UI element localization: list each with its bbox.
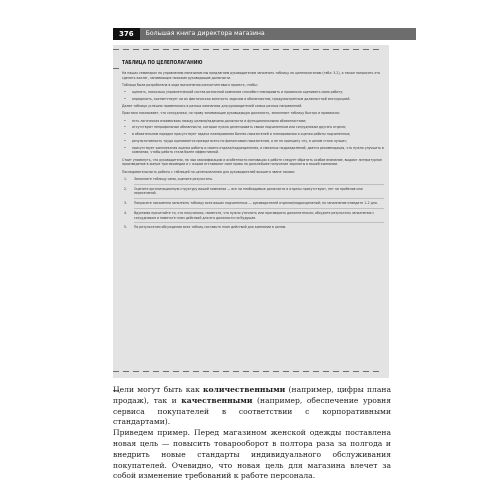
purpose-list: [122, 90, 384, 102]
step-number: 1.: [124, 176, 128, 181]
step-item: [122, 201, 384, 206]
dash-segment: [313, 49, 319, 50]
dash-segment: [253, 49, 259, 50]
dash-segment: [353, 49, 359, 50]
dash-segment: [233, 49, 239, 50]
dash-segment: [353, 371, 359, 372]
dash-segment: [303, 49, 309, 50]
body-paragraph: [113, 385, 391, 428]
step-item: [122, 177, 384, 182]
dash-segment: [143, 49, 149, 50]
dash-segment: [143, 371, 149, 372]
dash-segment: [293, 49, 299, 50]
dash-segment: [373, 49, 379, 50]
step-text: По результатам обсуждения всех таблиц составьте план действий для компании в целом.: [134, 225, 287, 230]
dash-segment: [233, 371, 239, 372]
book-title: Большая книга директора магазина: [140, 28, 416, 40]
dash-segment: [323, 371, 329, 372]
dash-segment: [183, 371, 189, 372]
step-number: 3.: [124, 201, 128, 205]
step-divider: [134, 222, 384, 223]
dash-segment: [193, 371, 199, 372]
dash-segment: [113, 371, 119, 372]
dash-segment: [163, 49, 169, 50]
body-text-run: (например, цифры плана продаж), так и: [113, 385, 391, 405]
emphasis-quantitative: количественными: [203, 385, 286, 394]
dash-segment: [363, 49, 369, 50]
dash-segment: [193, 49, 199, 50]
body-text-run: Цели могут быть как: [113, 385, 203, 394]
box-title: ТАБЛИЦА ПО ЦЕЛЕПОЛАГАНИЮ: [122, 61, 203, 66]
step-divider: [134, 208, 384, 209]
dash-segment: [273, 371, 279, 372]
emphasis-qualitative: качественными: [181, 395, 253, 405]
dash-segment: [123, 49, 129, 50]
list-item: • в обязательном порядке присутствует задача планирования бизнес-показателей и планирования и оценки работы подчиненных;: [122, 132, 384, 137]
step-number: 5.: [124, 225, 128, 230]
dash-segment: [113, 68, 119, 69]
step-number: 2.: [124, 186, 128, 191]
dash-segment: [203, 371, 209, 372]
dash-segment: [363, 371, 369, 372]
dash-segment: [263, 371, 269, 372]
dash-segment: [343, 49, 349, 50]
box-paragraph: Таблица была разработана в ходе выполнения консалтингового проекта, чтобы:: [122, 82, 258, 87]
list-item: • отсутствуют непрофильные обязанности, которые нужно делегировать своим подчиненным или сотрудникам другого отдела;: [122, 125, 384, 130]
steps-list: [122, 177, 384, 230]
step-divider: [134, 184, 384, 185]
box-paragraph: Стоит упомянуть, что руководители, на чью квалификацию и особенности мотивации к работе следует обратить особое внимание, выдают литературное произведение в жанре трагикомедии и с жаром отстаивают свое право на дальнейшее получение зарплаты в вашей компании.: [122, 157, 382, 167]
dash-segment: [223, 49, 229, 50]
dash-segment: [203, 49, 209, 50]
dash-segment: [243, 49, 249, 50]
body-paragraph: Приведем пример. Перед магазином женской одежды поставлена новая цель — повысить товарооборот в полтора раза за полгода и внедрить новые стандарты индивидуального обслуживания покупателей. Очевидно, что новая цель для магазина влечет за собой изменение требований к работе персонала.: [113, 428, 391, 481]
top-dashed-rule: [113, 49, 389, 52]
criteria-list: [122, 119, 384, 156]
dash-segment: [313, 371, 319, 372]
step-divider: [134, 198, 384, 199]
dash-segment: [123, 371, 129, 372]
running-header: [113, 28, 416, 40]
step-text: Оцените организационную структуру вашей компании — все ли необходимые должности и отделы присутствуют, нет ли пробелов или пересечений.: [134, 186, 363, 196]
box-paragraph: Практика показывает, что сотрудники, по праву занимающие руководящую должность, заполняют таблицу быстро и правильно:: [122, 111, 340, 116]
dash-segment: [223, 371, 229, 372]
list-item: • результативность труда оценивается прежде всего по финансовым показателям, а не по принципу «ну, в целом стало лучше»;: [122, 139, 384, 144]
dash-segment: [133, 49, 139, 50]
dash-segment: [333, 49, 339, 50]
dash-segment: [273, 49, 279, 50]
dash-segment: [263, 49, 269, 50]
dash-segment: [293, 371, 299, 372]
list-item: • присутствует комплексная оценка работы и своего отдела/подразделения, и смежных подразделений; дается рекомендация, что нужно улучшить в компании, чтобы работа стала более эффективной.: [122, 146, 384, 156]
dash-segment: [213, 49, 219, 50]
step-text: Попросите письменно заполнить таблицу всех ваших подчиненных — руководителей отделов/подразделений; на заполнение отведите 1–2 дня.: [134, 201, 378, 205]
list-item: • оценить, насколько управленческий состав розничной компании способен планировать и правильно оценивать свою работу;: [122, 90, 384, 95]
page-number: 376: [113, 28, 140, 40]
dash-segment: [213, 371, 219, 372]
body-text: [113, 385, 391, 482]
dash-segment: [153, 49, 159, 50]
dash-segment: [153, 371, 159, 372]
box-content: [122, 62, 384, 232]
box-paragraph: Далее таблица успешно применялась в разных компаниях для руководителей самых разных направлений.: [122, 104, 303, 108]
step-item: [122, 225, 384, 230]
dash-segment: [343, 371, 349, 372]
dash-segment: [243, 371, 249, 372]
dash-segment: [183, 49, 189, 50]
step-number: 4.: [124, 210, 128, 215]
step-item: [122, 211, 384, 221]
dash-segment: [323, 49, 329, 50]
dash-segment: [333, 371, 339, 372]
dash-segment: [163, 371, 169, 372]
step-text: Вдумчиво прочитайте то, что получилось; пометьте, что нужно уточнить или проговорить дополнительно; обсудите результаты заполнения с сотрудником и наметьте план действий для его должности на будущее.: [134, 210, 375, 220]
list-item: • есть логическая взаимосвязь между целями/задачами должности и функциональными обязанностями;: [122, 119, 384, 124]
dash-segment: [303, 371, 309, 372]
dash-segment: [283, 49, 289, 50]
dash-segment: [113, 49, 119, 50]
dash-segment: [133, 371, 139, 372]
step-item: [122, 187, 384, 197]
dash-segment: [373, 371, 379, 372]
dash-segment: [283, 371, 289, 372]
body-text-run: (например, обеспечение уровня сервиса покупателей в соответствии с корпоративными стандартами).: [113, 395, 392, 427]
bottom-dashed-rule: [113, 371, 389, 374]
step-text: Заполните таблицу сами, оцените результаты.: [134, 176, 213, 181]
box-paragraph: На наших семинарах по управлению магазином мы предлагаем руководителям заполнить таблицу по целеполаганию (табл. 5.2), а также попросить это сделать коллег, занимающих похожие руководящие должности.: [122, 70, 380, 80]
box-paragraph: Последовательность работы с таблицей по целеполаганию для руководителей высшего звена такова:: [122, 169, 295, 174]
dash-segment: [173, 371, 179, 372]
dash-segment: [253, 371, 259, 372]
list-item: • определить, соответствует ли их фактическая занятость задачам и обязанностям, предусмотренным должностной инструкцией.: [122, 97, 384, 102]
dash-segment: [173, 49, 179, 50]
